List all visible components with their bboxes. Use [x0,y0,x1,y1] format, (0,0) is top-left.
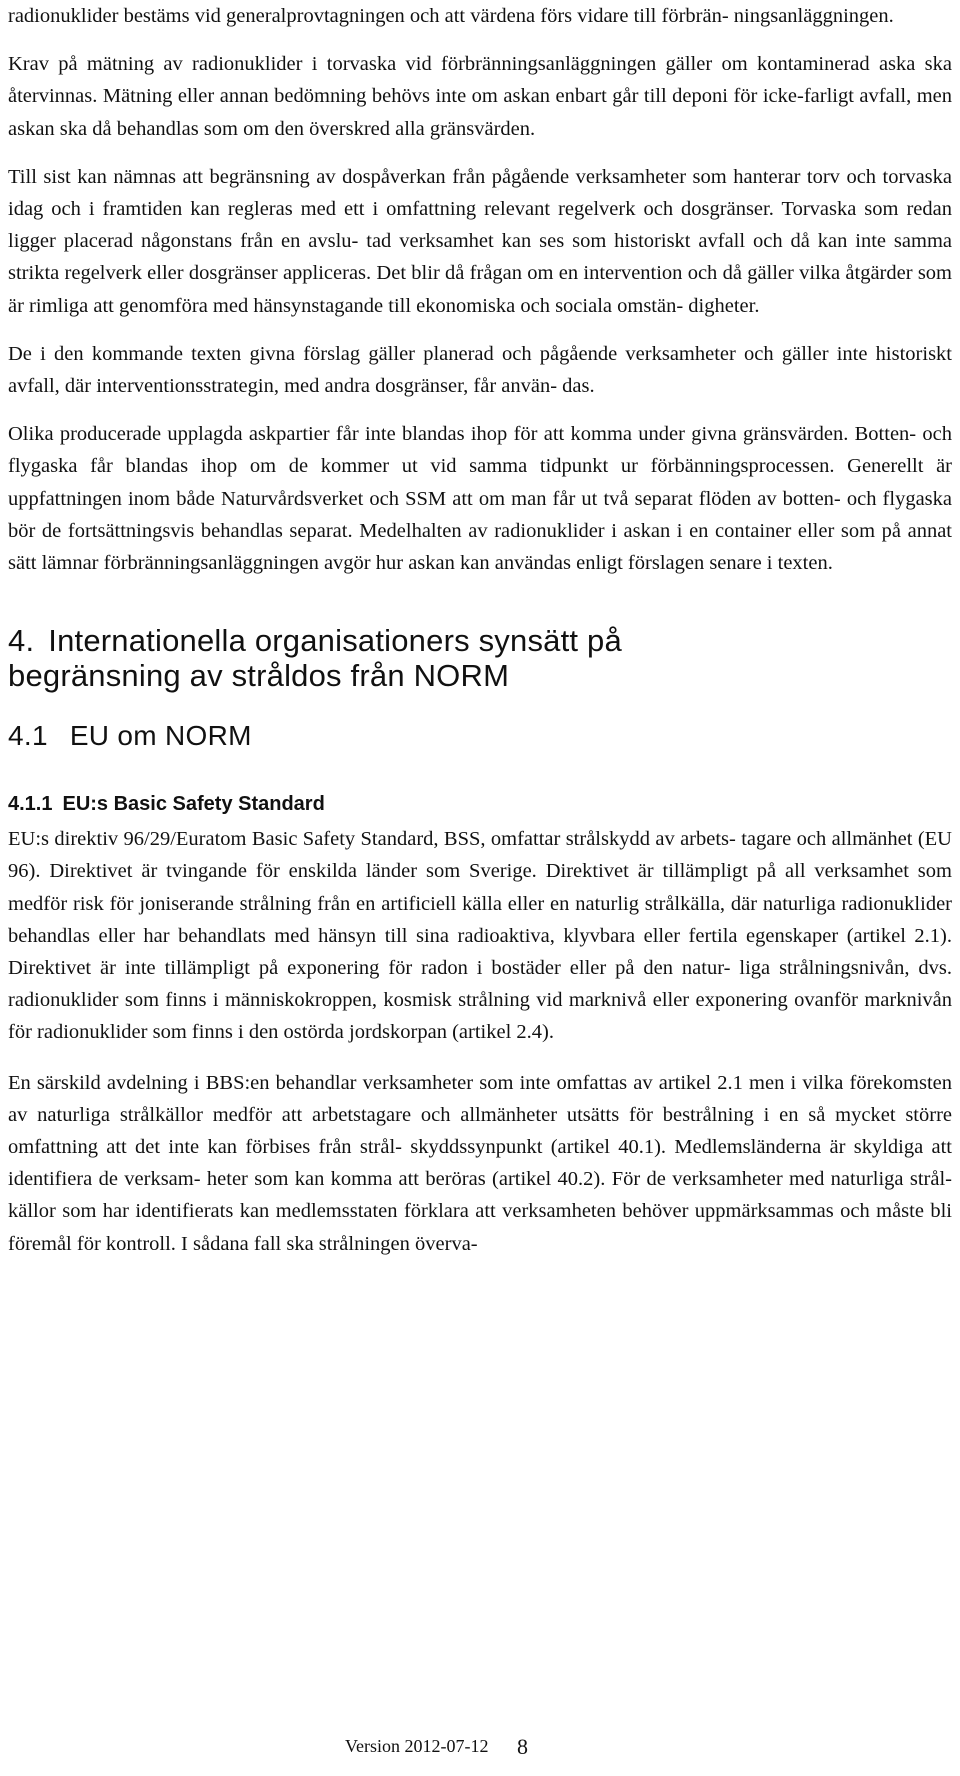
paragraph-dospaverkan: Till sist kan nämnas att begränsning av dospåverkan från pågående verksamheter som hanterar torv och torvaska idag och i framtiden kan regleras med ett i omfattning relevant regelverk och dosgränser. Torvaska som redan ligger placerad någonstans från en avslu- tad verksamhet kan ses som historiskt avfall och då kan inte samma strikta regelverk eller dosgränser appliceras. Det blir då frågan om en intervention och då gäller vilka åtgärder som är rimliga att genomföra med hänsynstagande till ekonomiska och sociala omstän- digheter. [8,165,952,317]
paragraph-forslag: De i den kommande texten givna förslag gäller planerad och pågående verksamheter och gäller inte historiskt avfall, där interventionsstrategin, med andra dosgränser, får använ- das. [8,342,952,398]
subsubsection-title: EU:s Basic Safety Standard [62,793,325,816]
page-footer [345,1733,528,1758]
section-title-line2: begränsning av stråldos från NORM [8,658,510,694]
section-title-line1: Internationella organisationers synsätt på [48,623,622,659]
paragraph-torvaska-matning: Krav på mätning av radionuklider i torvaska vid förbränningsanläggningen gäller om kontaminerad aska ska återvinnas. Mätning eller annan bedömning behövs inte om askan enbart går till deponi för icke-farligt avfall, men askan ska då behandlas som om den överskred alla gränsvärden. [8,53,952,140]
paragraph-sarskild-avdelning: En särskild avdelning i BBS:en behandlar verksamheter som inte omfattas av artikel 2.1 men i vilka förekomsten av naturliga strålkällor medför att arbetstagare och allmänheter utsätts för bestrålning i en så mycket större omfattning att det inte kan förbises från strål- skyddssynpunkt (artikel 40.1). Medlemsländerna är skyldiga att identifiera de verksam- heter som kan komma att beröras (artikel 40.2). För de verksamheter med naturliga strål- källor som har identifierats kan medlemsstaten förklara att verksamheten behöver uppmärksammas och måste bli föremål för kontroll. I sådana fall ska strålningen överva- [8,1071,952,1255]
paragraph-askpartier: Olika producerade upplagda askpartier får inte blandas ihop för att komma under givna gränsvärden. Botten- och flygaska får blandas ihop om de kommer ut vid samma tidpunkt ur förbänningsprocessen. Generellt är uppfattningen inom både Naturvårdsverket och SSM att om man får ut två separat flöden av botten- och flygaska bör de fortsättningsvis behandlas separat. Medelhalten av radionuklider i askan i en container eller som på annat sätt lämnar förbränningsanläggningen avgör hur askan kan användas enligt förslagen senare i texten. [8,423,952,575]
footer-version-date: 2012-07-12 [404,1736,489,1756]
subsection-title: EU om NORM [69,720,252,752]
subsection-heading [8,719,952,753]
section-heading [8,623,952,693]
page-content [8,0,952,1260]
paragraph-generalprovtagning: radionuklider bestäms vid generalprovtagningen och att värdena förs vidare till förbrän- ningsanläggningen. [8,5,894,27]
subsubsection-number: 4.1.1 [8,793,53,816]
footer-version-label: Version [345,1736,400,1756]
subsubsection-heading [8,791,952,817]
footer-page-number: 8 [517,1734,528,1759]
paragraph-bss-direktiv: EU:s direktiv 96/29/Euratom Basic Safety Standard, BSS, omfattar strålskydd av arbets- tagare och allmänhet (EU 96). Direktivet är tvingande för enskilda länder som Sverige. Direktivet är tillämpligt på all verksamhet som medför risk för joniserande strålning från en artificiell källa eller en naturlig strålkälla, där naturliga radionuklider behandlas eller har behandlats med hänsyn till sina radioaktiva, klyvbara eller fertila egenskaper (artikel 2.1). Direktivet är inte tillämpligt på exponering för radon i bostäder eller på den natur- liga strålningsnivån, dvs. radionuklider som finns i människokroppen, kosmisk strålning vid marknivå eller exponering ovanför marknivån för radionuklider som finns i den ostörda jordskorpan (artikel 2.4). [8,828,952,1044]
subsection-number: 4.1 [8,720,48,752]
section-number: 4. [8,623,35,659]
